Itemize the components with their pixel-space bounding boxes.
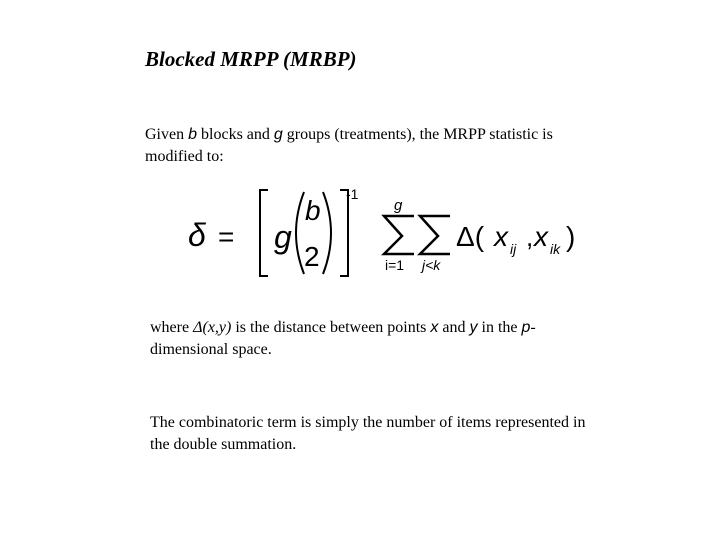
formula-sub-ik: ik <box>550 241 561 257</box>
formula-g: g <box>274 219 292 255</box>
binom-left-paren <box>296 192 304 274</box>
binom-right-paren <box>323 192 331 274</box>
formula-x2: x <box>534 221 548 252</box>
formula-delta: δ <box>188 217 206 253</box>
intro-text-2: blocks and <box>197 126 274 143</box>
var-y: y <box>469 319 478 336</box>
formula-close-paren: ) <box>566 221 576 252</box>
binom-bottom: 2 <box>304 241 320 272</box>
mrbp-formula <box>180 182 600 282</box>
def-text-2: is the distance between points <box>231 319 431 336</box>
intro-text-3: groups (treatments), the MRPP statistic is modified to: <box>145 126 553 165</box>
formula-comma: , <box>526 222 534 252</box>
var-b: b <box>188 126 198 143</box>
sum2-lower: j<k <box>422 257 441 273</box>
definition-paragraph <box>150 317 590 361</box>
def-text-1: where <box>150 319 194 336</box>
def-text-4: in the <box>477 319 522 336</box>
sum1-sigma <box>384 216 414 254</box>
intro-text-1: Given <box>145 126 189 143</box>
def-text-5: -dimensional space. <box>150 319 536 358</box>
formula-x1: x <box>494 221 508 252</box>
slide-title: Blocked MRPP (MRBP) <box>145 47 357 71</box>
note-paragraph: The combinatoric term is simply the number of items represented in the double summation. <box>150 414 586 453</box>
intro-paragraph <box>145 124 585 168</box>
right-square-bracket <box>340 190 348 276</box>
var-x: x <box>430 319 439 336</box>
delta-expression: Δ(x,y) <box>193 319 232 336</box>
formula-equals: = <box>218 221 235 252</box>
var-p: p <box>521 319 531 336</box>
def-text-3: and <box>438 319 470 336</box>
left-square-bracket <box>260 190 268 276</box>
var-g: g <box>273 126 283 143</box>
formula-Delta: Δ( <box>456 221 485 252</box>
sum1-upper: g <box>394 197 403 214</box>
sum2-sigma <box>420 216 450 254</box>
sum1-lower: i=1 <box>385 257 405 273</box>
binom-top: b <box>305 195 321 226</box>
formula-exponent: -1 <box>346 186 359 202</box>
formula-sub-ij: ij <box>510 241 517 257</box>
